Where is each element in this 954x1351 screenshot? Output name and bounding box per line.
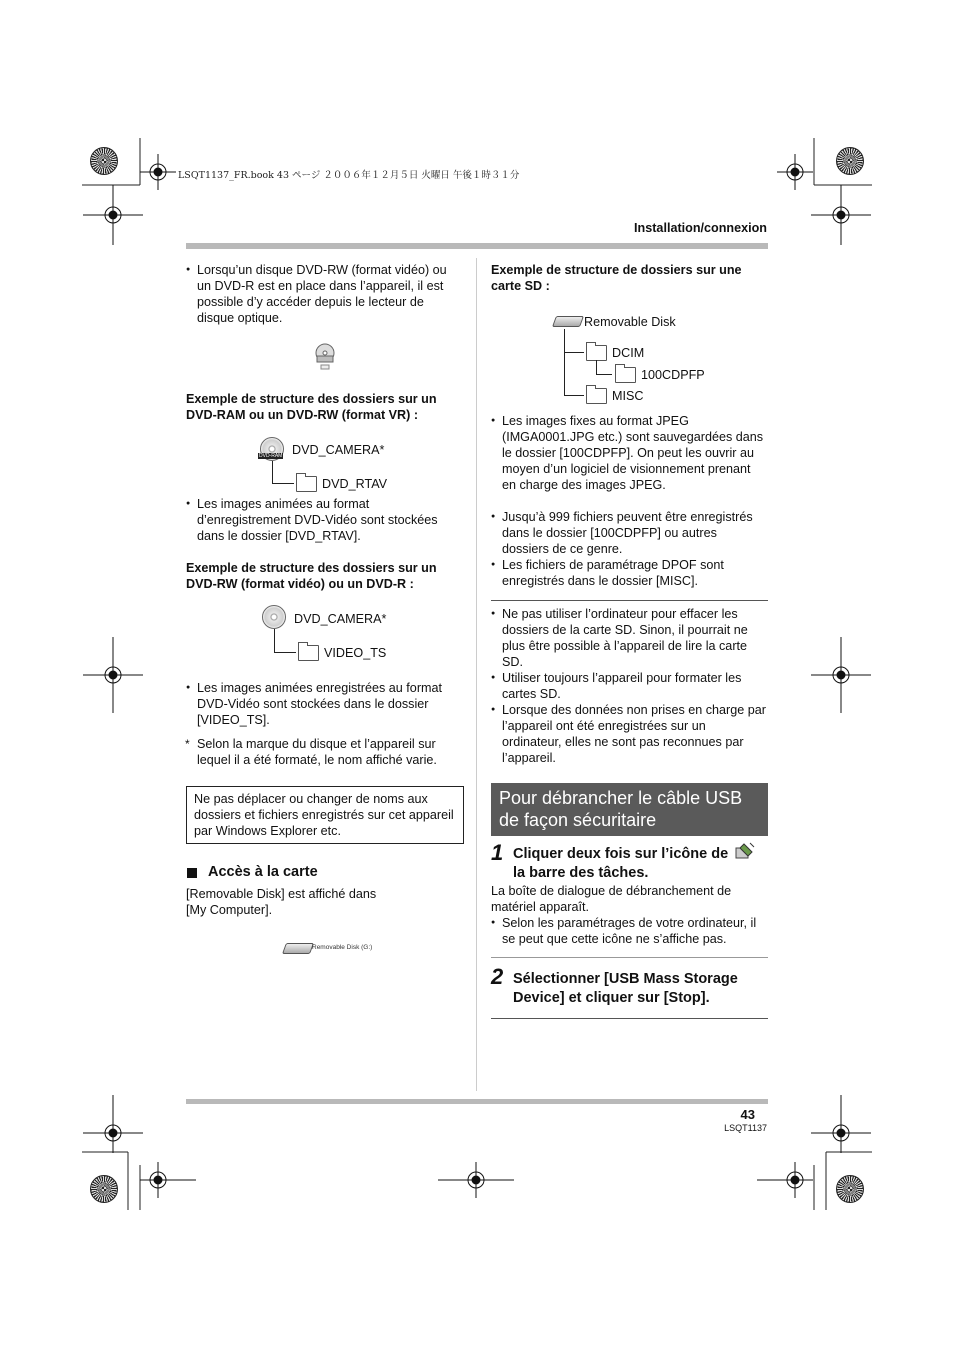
removable-disk-icon: [282, 943, 314, 954]
card-text: [Removable Disk] est affiché dans [My Computer].: [186, 887, 377, 917]
video-child-folder-label: VIDEO_TS: [324, 646, 387, 660]
heading-vr-structure: Exemple de structure des dossiers sur un DVD-RAM ou un DVD-RW (format VR) :: [186, 392, 437, 422]
sd-tree-branch-h2: [596, 374, 612, 375]
print-header: LSQT1137_FR.book 43 ページ ２００６年１２月５日 火曜日 午後１時３１分: [178, 170, 520, 181]
divider: [491, 1018, 768, 1019]
column-divider: [476, 258, 477, 1091]
bullet-dvdrw: ● Lorsqu’un disque DVD-RW (format vidéo) ou un DVD-R est en place dans l’appareil, il est possible d’y accéder depuis le lecteur de disque optique.: [197, 262, 459, 326]
step-1-bullet: ● Selon les paramétrages de votre ordinateur, il se peut que cette icône ne s’affiche pas.: [502, 915, 767, 947]
vr-child-folder-label: DVD_RTAV: [322, 477, 388, 491]
step-1-number: 1: [491, 840, 504, 865]
bullet-vr: ● Les images animées au format d’enregistrement DVD-Vidéo sont stockées dans le dossier [DVD_RTAV].: [197, 496, 459, 544]
sd-misc-label: MISC: [612, 389, 644, 403]
section-header: Installation/connexion: [634, 221, 767, 235]
step-1-title: Cliquer deux fois sur l’icône de la barre des tâches.: [513, 846, 729, 881]
dvd-ram-label: DVD-RAM: [259, 453, 283, 459]
sd-tree-branch: [564, 329, 565, 396]
bullet-warn-1: ● Ne pas utiliser l’ordinateur pour effacer les dossiers de la carte SD. Sinon, il pourrait ne plus être possible à l’appareil de lire la carte SD.: [502, 606, 767, 670]
folder-icon: [615, 367, 636, 383]
video-tree-branch-h: [274, 652, 296, 653]
footer-rule: [186, 1099, 768, 1104]
header-rule: [186, 243, 768, 249]
heading-video-structure: Exemple de structure des dossiers sur un DVD-RW (format vidéo) ou un DVD-R :: [186, 561, 437, 591]
step-2-title: Sélectionner [USB Mass Storage Device] et cliquer sur [Stop].: [513, 971, 738, 1006]
divider: [491, 957, 768, 958]
removable-disk-icon-label: Removable Disk (G:): [312, 944, 373, 951]
sd-tree-branch-h1: [564, 352, 584, 353]
section-title: Pour débrancher le câble USB de façon sécuritaire: [491, 783, 768, 836]
divider: [491, 600, 768, 601]
dvd-disc-icon: [262, 605, 286, 629]
page-number: 43: [740, 1107, 755, 1122]
vr-tree-branch: [272, 461, 273, 484]
heading-sd-structure: Exemple de structure de dossiers sur une carte SD :: [491, 263, 742, 293]
video-root-folder-label: DVD_CAMERA*: [294, 612, 387, 626]
sd-tree-branch-h3: [564, 395, 584, 396]
bullet-sd-3: ● Les fichiers de paramétrage DPOF sont enregistrés dans le dossier [MISC].: [502, 557, 767, 589]
sd-sub-label: 100CDPFP: [641, 368, 705, 382]
document-code: LSQT1137: [724, 1123, 767, 1133]
sd-dcim-label: DCIM: [612, 346, 645, 360]
card-heading: Accès à la carte: [208, 864, 318, 880]
note-box: [186, 786, 464, 844]
folder-icon: [586, 388, 607, 404]
bullet-warn-2: ● Utiliser toujours l’appareil pour formater les cartes SD.: [502, 670, 767, 702]
sd-tree-branch-2: [596, 360, 597, 374]
card-heading-square-icon: [187, 868, 197, 878]
sd-root-label: Removable Disk: [584, 315, 676, 329]
removable-disk-icon: [552, 316, 584, 327]
bullet-video: ● Les images animées enregistrées au format DVD-Vidéo sont stockées dans le dossier [VIDEO_TS].: [197, 680, 459, 728]
footnote: * Selon la marque du disque et l’appareil sur lequel il a été formaté, le nom affiché varie.: [197, 736, 459, 768]
video-tree-branch: [274, 629, 275, 653]
step-1-text: La boîte de dialogue de débranchement de matériel apparaît.: [491, 884, 732, 914]
bullet-sd-1: ● Les images fixes au format JPEG (IMGA0001.JPG etc.) sont sauvegardées dans le dossier [100CDPFP]. On peut les ouvrir au moyen d’un logiciel de visionnement prenant en charge des images JPEG.: [502, 413, 767, 493]
bullet-warn-3: ● Lorsque des données non prises en charge par l’appareil ont été enregistrées sur un ordinateur, elles ne sont pas reconnues par l’appareil.: [502, 702, 767, 766]
folder-icon: [298, 645, 319, 661]
safely-remove-hardware-icon: [734, 840, 756, 862]
vr-tree-branch-h: [272, 483, 294, 484]
step-2-number: 2: [491, 964, 504, 989]
folder-icon: [296, 476, 317, 492]
optical-drive-icon: [313, 342, 337, 372]
bullet-sd-2: ● Jusqu’à 999 fichiers peuvent être enregistrés dans le dossier [100CDPFP] ou autres dossiers de ce genre.: [502, 509, 767, 557]
folder-icon: [586, 345, 607, 361]
note-box-text: Ne pas déplacer ou changer de noms aux dossiers et fichiers enregistrés sur cet appareil par Windows Explorer etc.: [194, 792, 454, 838]
vr-root-folder-label: DVD_CAMERA*: [292, 443, 385, 457]
